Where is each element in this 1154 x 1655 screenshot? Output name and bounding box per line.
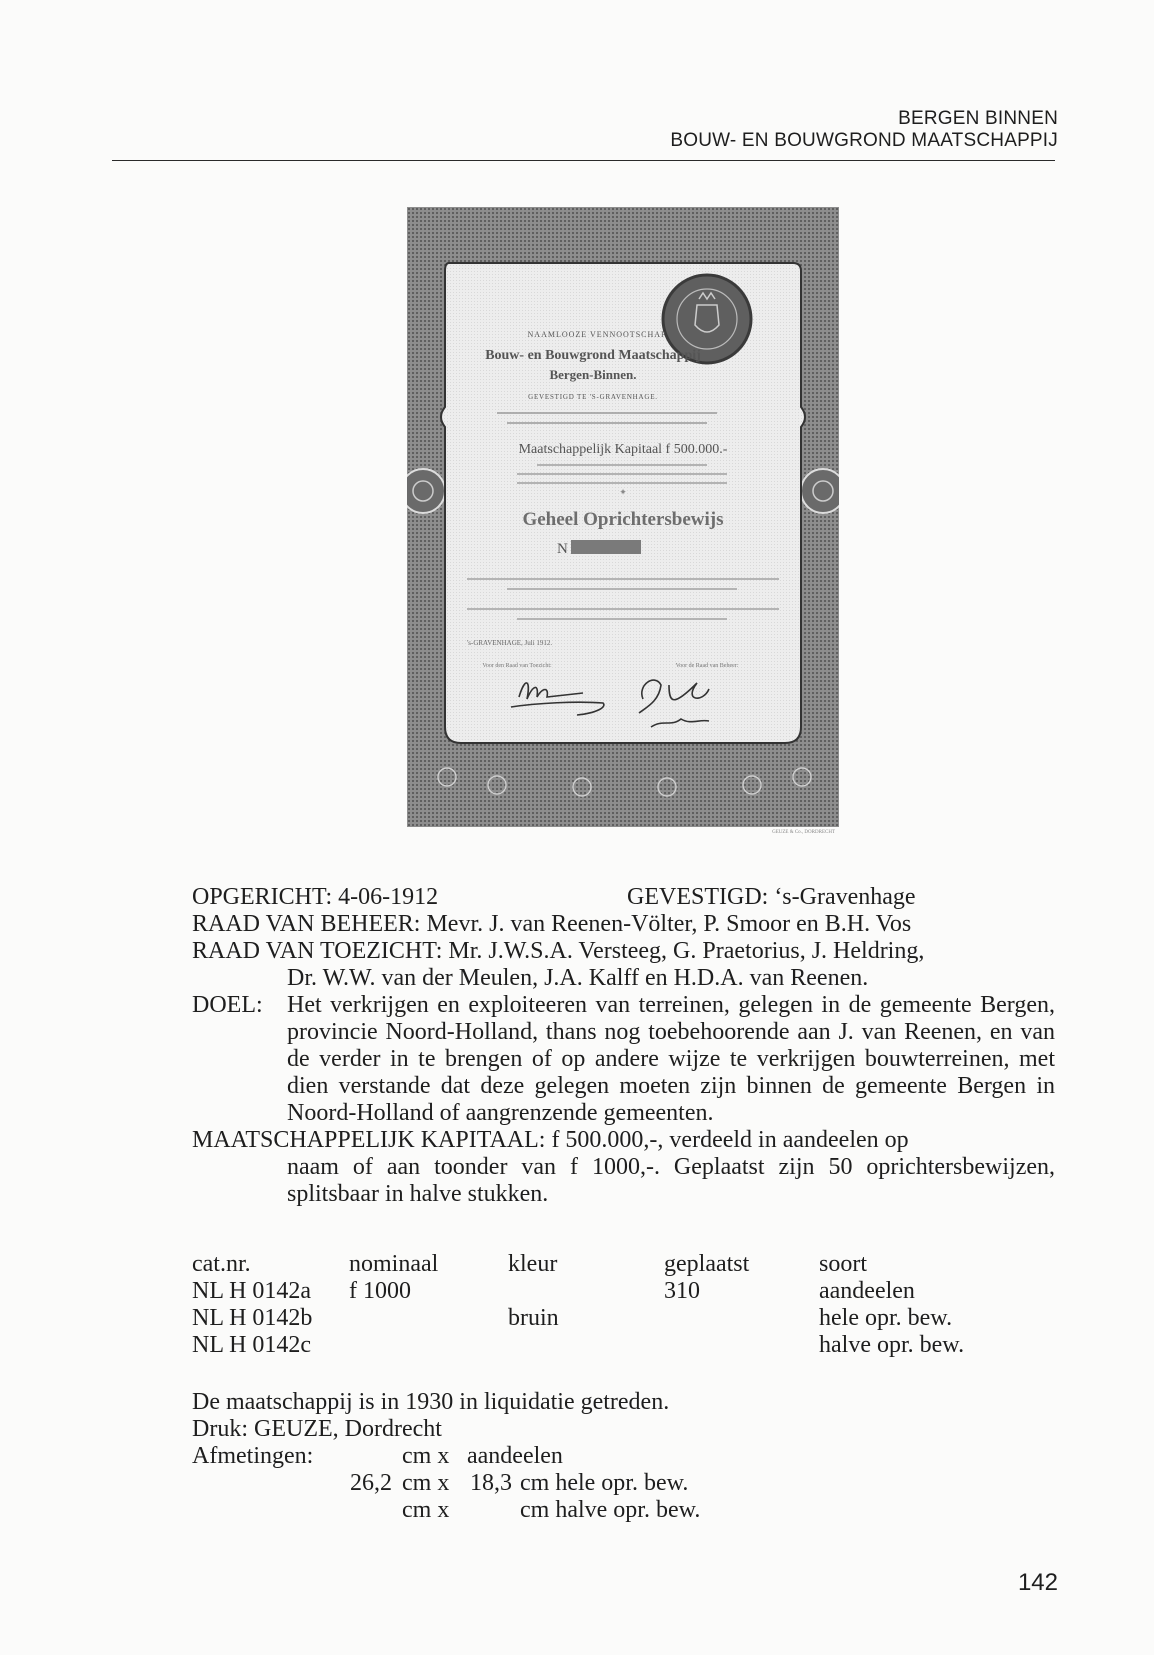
founded-row bbox=[192, 884, 1055, 911]
doel-section bbox=[192, 992, 1055, 1127]
dim-width: 26,2 bbox=[350, 1470, 392, 1496]
opgericht: OPGERICHT: 4-06-1912 bbox=[192, 884, 439, 910]
dimensions-row bbox=[192, 1470, 892, 1497]
liquidatie-note: De maatschappij is in 1930 in liquidatie getreden. bbox=[192, 1389, 670, 1415]
kapitaal-line2: naam of aan toonder van f 1000,-. Geplaatst zijn 50 oprichtersbewijzen, splitsbaar in halve stukken. bbox=[287, 1154, 1055, 1207]
cert-sign-right-caption: Voor de Raad van Beheer: bbox=[675, 663, 739, 669]
cell-catnr: NL H 0142c bbox=[192, 1332, 312, 1358]
druk-note: Druk: GEUZE, Dordrecht bbox=[192, 1416, 442, 1442]
col-header-soort: soort bbox=[819, 1251, 867, 1277]
header-rule bbox=[112, 160, 1055, 161]
afmetingen-label: Afmetingen: bbox=[192, 1443, 314, 1469]
table-row bbox=[192, 1278, 1052, 1305]
cell-soort: hele opr. bew. bbox=[819, 1305, 953, 1331]
doel-text: Het verkrijgen en exploiteeren van terreinen, gelegen in de gemeente Bergen, provincie Noord-Holland, thans nog toebehoorende aan J. van Reenen, en van de verder in te brengen of op andere wijze te verkrijgen bouwterreinen, met dien verstande dat deze gelegen moeten zijn binnen de gemeente Bergen in Noord-Holland of aangrenzende gemeenten. bbox=[287, 992, 1055, 1126]
cell-catnr: NL H 0142b bbox=[192, 1305, 313, 1331]
kapitaal-line1: MAATSCHAPPELIJK KAPITAAL: f 500.000,-, verdeeld in aandeelen op bbox=[192, 1127, 909, 1153]
cert-name-line2: Bergen-Binnen. bbox=[549, 367, 637, 382]
col-header-nominaal: nominaal bbox=[349, 1251, 439, 1277]
certificate-image bbox=[407, 207, 839, 834]
doel-label: DOEL: bbox=[192, 992, 263, 1018]
cell-soort: halve opr. bew. bbox=[819, 1332, 965, 1358]
cert-name-line1: Bouw- en Bouwgrond Maatschappij bbox=[485, 348, 701, 363]
dim-kind: aandeelen bbox=[467, 1443, 563, 1469]
cert-number-box bbox=[571, 540, 641, 554]
col-header-catnr: cat.nr. bbox=[192, 1251, 251, 1277]
catalog-table bbox=[192, 1251, 1052, 1359]
dim-x: cm x bbox=[402, 1497, 450, 1523]
dim-kind: cm hele opr. bew. bbox=[520, 1470, 689, 1496]
dim-x: cm x bbox=[402, 1470, 450, 1496]
raad-van-toezicht-line1: RAAD VAN TOEZICHT: Mr. J.W.S.A. Versteeg, G. Praetorius, J. Heldring, bbox=[192, 938, 925, 964]
notes-section bbox=[192, 1389, 892, 1524]
cert-sign-left-caption: Voor den Raad van Toezicht: bbox=[482, 663, 552, 669]
cert-title: Geheel Oprichtersbewijs bbox=[522, 509, 724, 530]
col-header-kleur: kleur bbox=[508, 1251, 558, 1277]
table-row bbox=[192, 1305, 1052, 1332]
company-description bbox=[192, 884, 1055, 1208]
dim-height: 18,3 bbox=[470, 1470, 512, 1496]
gevestigd: GEVESTIGD: ‘s-Gravenhage bbox=[627, 884, 916, 910]
cert-number-prefix: N bbox=[557, 541, 568, 557]
cell-soort: aandeelen bbox=[819, 1278, 915, 1304]
cell-nominaal: f 1000 bbox=[349, 1278, 411, 1304]
dimensions-row bbox=[192, 1443, 892, 1470]
running-header bbox=[670, 108, 1058, 152]
dimensions-row bbox=[192, 1497, 892, 1524]
page-number: 142 bbox=[1017, 1569, 1058, 1596]
raad-van-toezicht-line2: Dr. W.W. van der Meulen, J.A. Kalff en H.D.A. van Reenen. bbox=[287, 965, 869, 991]
table-row bbox=[192, 1332, 1052, 1359]
dim-kind: cm halve opr. bew. bbox=[520, 1497, 701, 1523]
cell-catnr: NL H 0142a bbox=[192, 1278, 312, 1304]
cert-company-type: NAAMLOOZE VENNOOTSCHAP bbox=[527, 330, 667, 339]
header-line-1: BERGEN BINNEN bbox=[898, 108, 1058, 129]
dim-x: cm x bbox=[402, 1443, 450, 1469]
cell-geplaatst: 310 bbox=[664, 1278, 700, 1304]
cert-capital: Maatschappelijk Kapitaal f 500.000.- bbox=[518, 442, 728, 457]
cert-seat: GEVESTIGD TE 'S-GRAVENHAGE. bbox=[528, 393, 658, 401]
raad-van-beheer: RAAD VAN BEHEER: Mevr. J. van Reenen-Völter, P. Smoor en B.H. Vos bbox=[192, 911, 912, 937]
svg-text:✦: ✦ bbox=[619, 487, 627, 497]
header-line-2: BOUW- EN BOUWGROND MAATSCHAPPIJ bbox=[670, 130, 1058, 151]
cell-kleur: bruin bbox=[508, 1305, 559, 1331]
cert-place-date: 's-GRAVENHAGE, Juli 1912. bbox=[467, 639, 553, 647]
catalog-header-row bbox=[192, 1251, 1052, 1278]
col-header-geplaatst: geplaatst bbox=[664, 1251, 750, 1277]
cert-printer: GEUZE & Co., DORDRECHT bbox=[772, 830, 835, 834]
